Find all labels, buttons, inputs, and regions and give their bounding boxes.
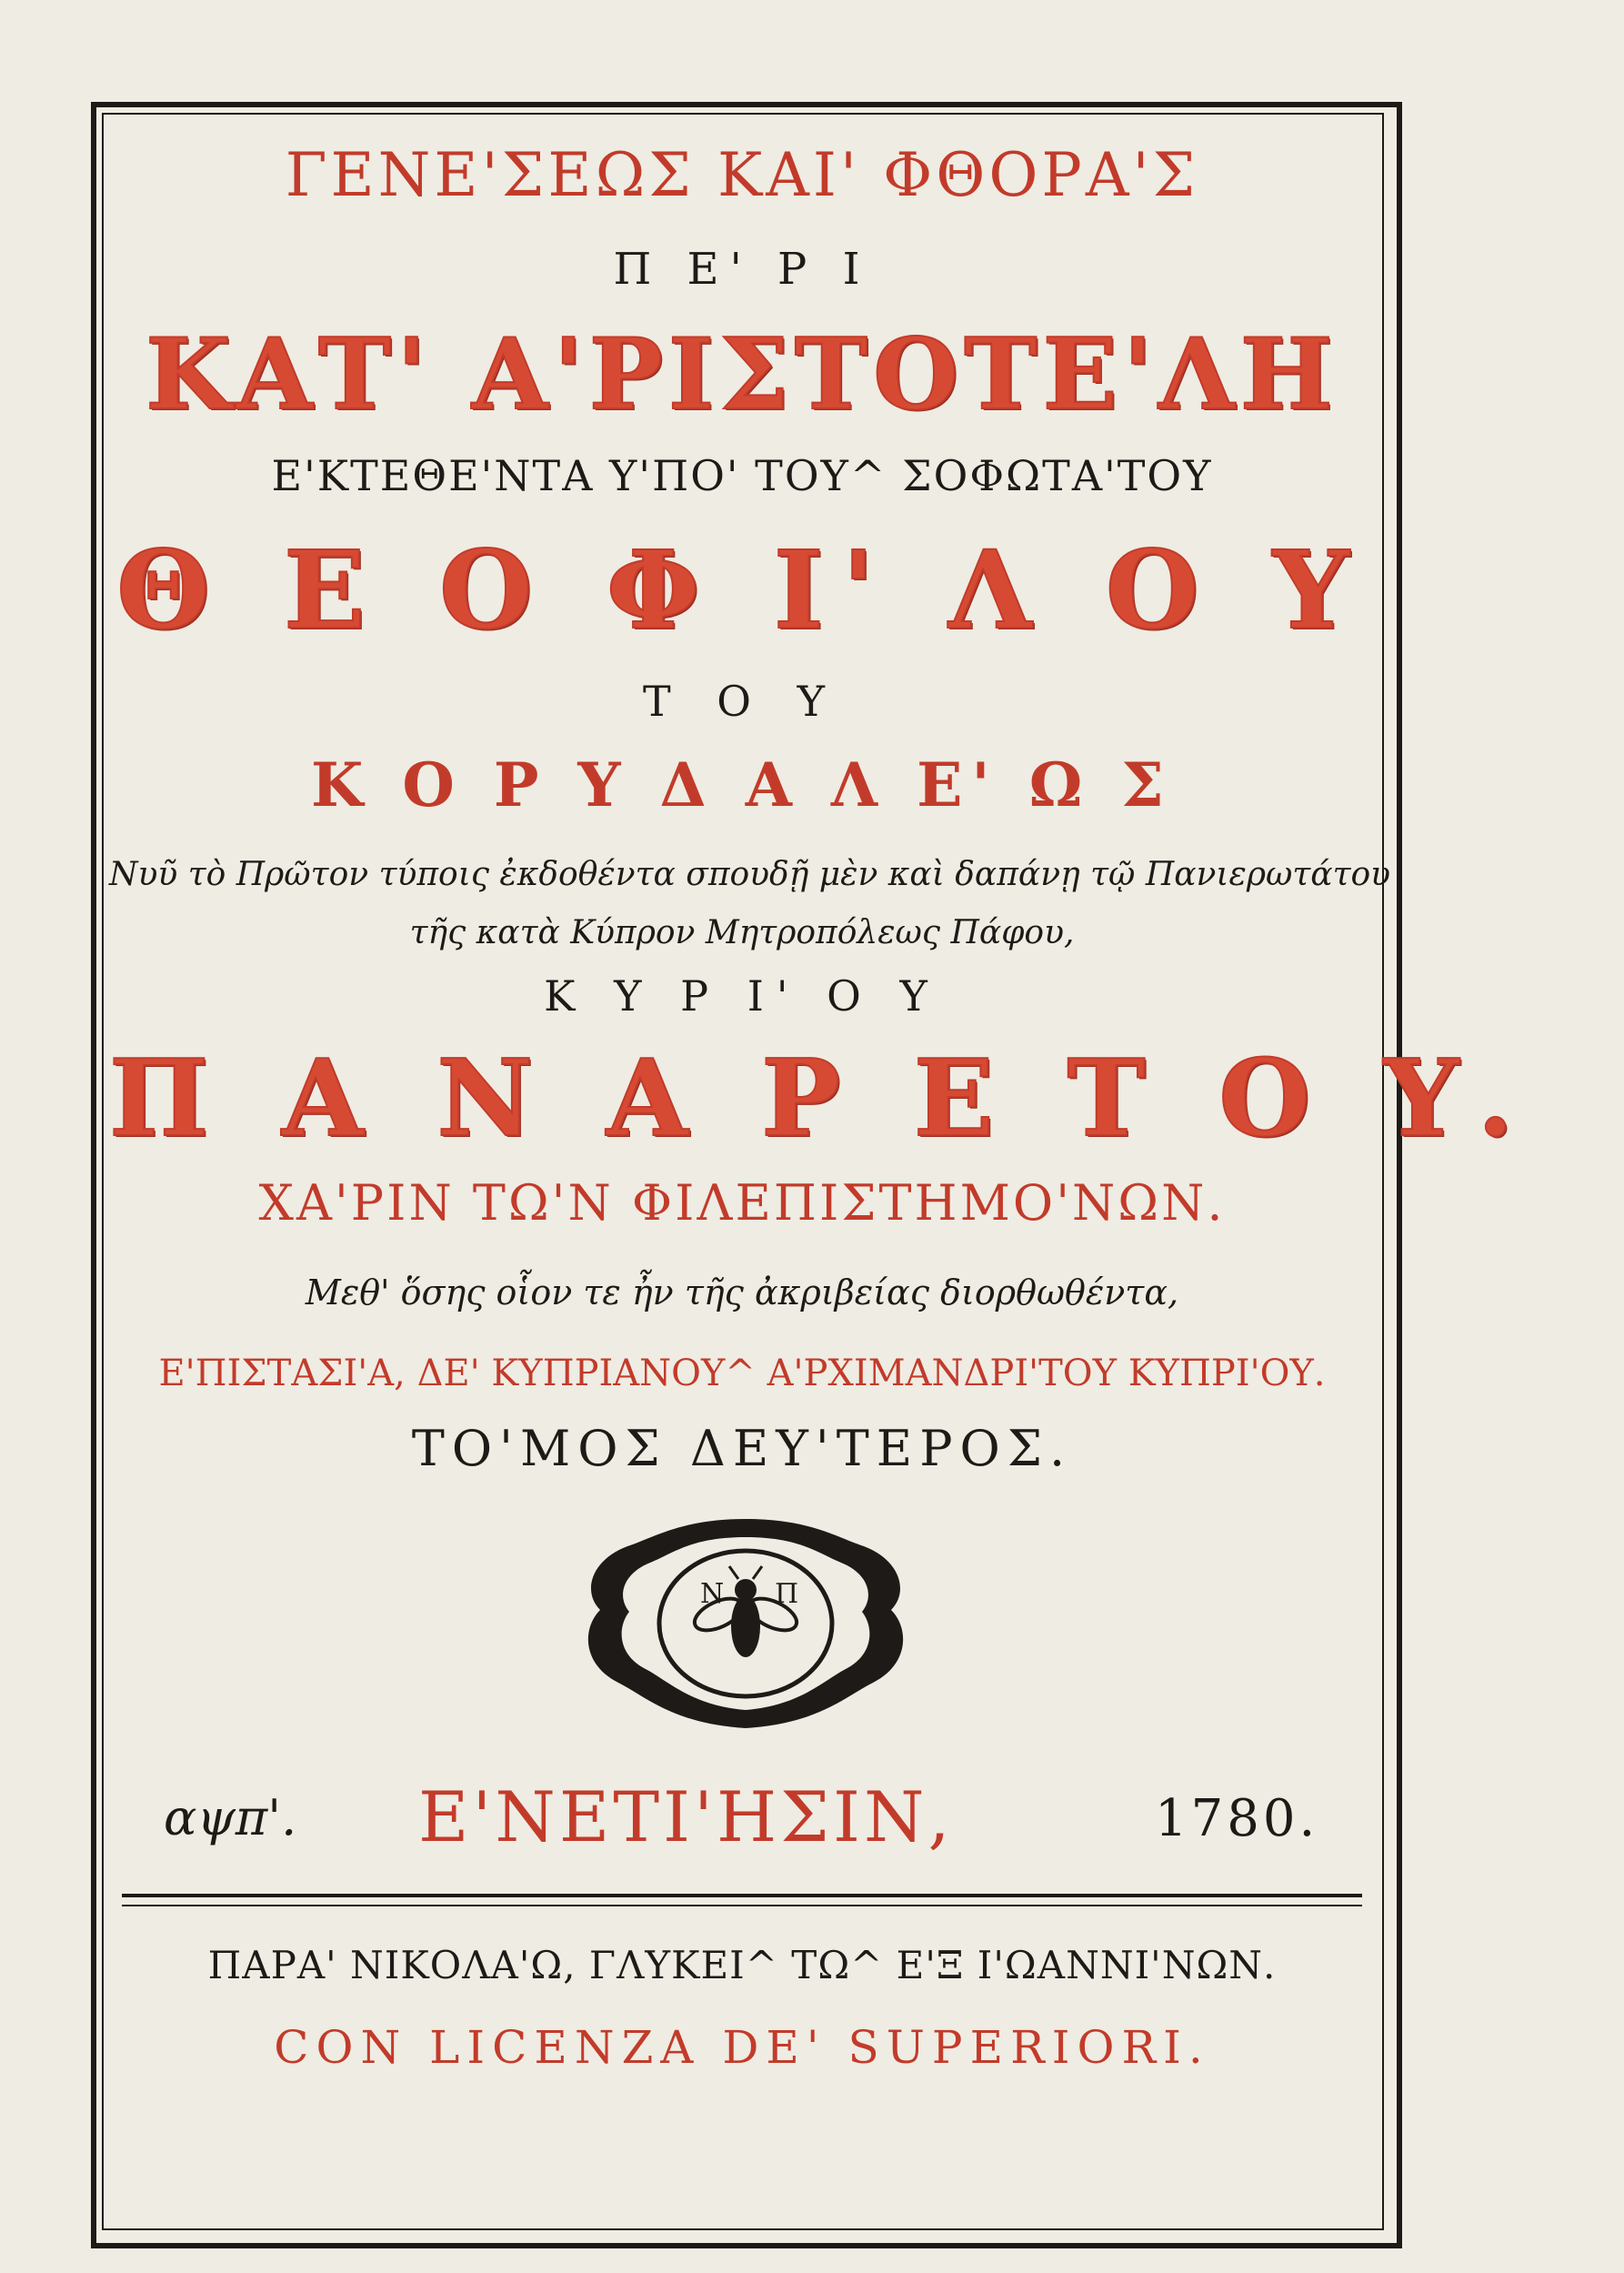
title-line-panaretou: Π Α Ν Α Ρ Ε Τ Ο Υ. — [109, 1037, 1532, 1161]
body-line-3: Μεθ' ὅσης οἷον τε ἦν τῆς ἀκριβείας διορθωθέντα, — [305, 1272, 1179, 1313]
title-line-theophilos: Θ Ε Ο Φ Ι' Λ Ο Υ — [116, 527, 1368, 653]
title-line-14: Ε'ΠΙΣΤΑΣΙ'Α, ΔΕ' ΚΥΠΡΙΑΝΟΥ^ Α'ΡΧΙΜΑΝΔΡΙ'ΤΟΥ ΚΥΠΡΙ'ΟΥ. — [158, 1353, 1326, 1394]
year: 1780. — [1155, 1789, 1319, 1848]
license-line: CON LICENZA DE' SUPERIORI. — [274, 2021, 1210, 2074]
printer-line: ΠΑΡΑ' ΝΙΚΟΛΑ'Ω, ΓΛΥΚΕΙ^ ΤΩ^ Ε'Ξ Ι'ΩΑΝΝΙ'ΝΩΝ. — [207, 1943, 1277, 1987]
title-line-korydaleos: Κ Ο Ρ Υ Δ Α Λ Ε' Ω Σ — [311, 749, 1173, 820]
title-line-6: Τ Ο Υ — [642, 677, 841, 726]
rule-upper-2 — [122, 1905, 1362, 1906]
city-name: Ε'ΝΕΤΙ'ΗΣΙΝ, — [418, 1776, 954, 1857]
body-line-1: Νυῦ τὸ Πρῶτον τύποις ἐκδοθέντα σπουδῇ μὲν καὶ δαπάνῃ τῷ Πανιερωτάτου — [109, 856, 1391, 893]
title-line-12: ΧΑ'ΡΙΝ ΤΩ'Ν ΦΙΛΕΠΙΣΤΗΜΟ'ΝΩΝ. — [258, 1174, 1226, 1232]
imprint-dateline — [127, 1776, 1364, 1865]
title-line-kyriou: Κ Υ Ρ Ι' Ο Υ — [544, 971, 940, 1021]
title-line-2: Π Ε' Ρ Ι — [613, 244, 871, 295]
emblem-letter-right: Π — [775, 1578, 799, 1610]
greek-year: αψπ'. — [164, 1789, 297, 1846]
printer-emblem — [573, 1510, 918, 1737]
rule-upper-1 — [122, 1894, 1362, 1897]
title-line-aristotle: ΚΑΤ' Α'ΡΙΣΤΟΤΕ'ΛΗ — [145, 317, 1338, 432]
title-line-4: Ε'ΚΤΕΘΕ'ΝΤΑ Υ'ΠΟ' ΤΟΥ^ ΣΟΦΩΤΑ'ΤΟΥ — [271, 451, 1213, 500]
volume-line: ΤΟ'ΜΟΣ ΔΕΥ'ΤΕΡΟΣ. — [411, 1420, 1073, 1477]
body-line-2: τῆς κατὰ Κύπρον Μητροπόλεως Πάφου, — [409, 914, 1075, 951]
emblem-letter-left: Ν — [700, 1578, 725, 1610]
title-line-1: ΓΕΝΕ'ΣΕΩΣ ΚΑΙ' ΦΘΟΡΑ'Σ — [285, 140, 1199, 210]
